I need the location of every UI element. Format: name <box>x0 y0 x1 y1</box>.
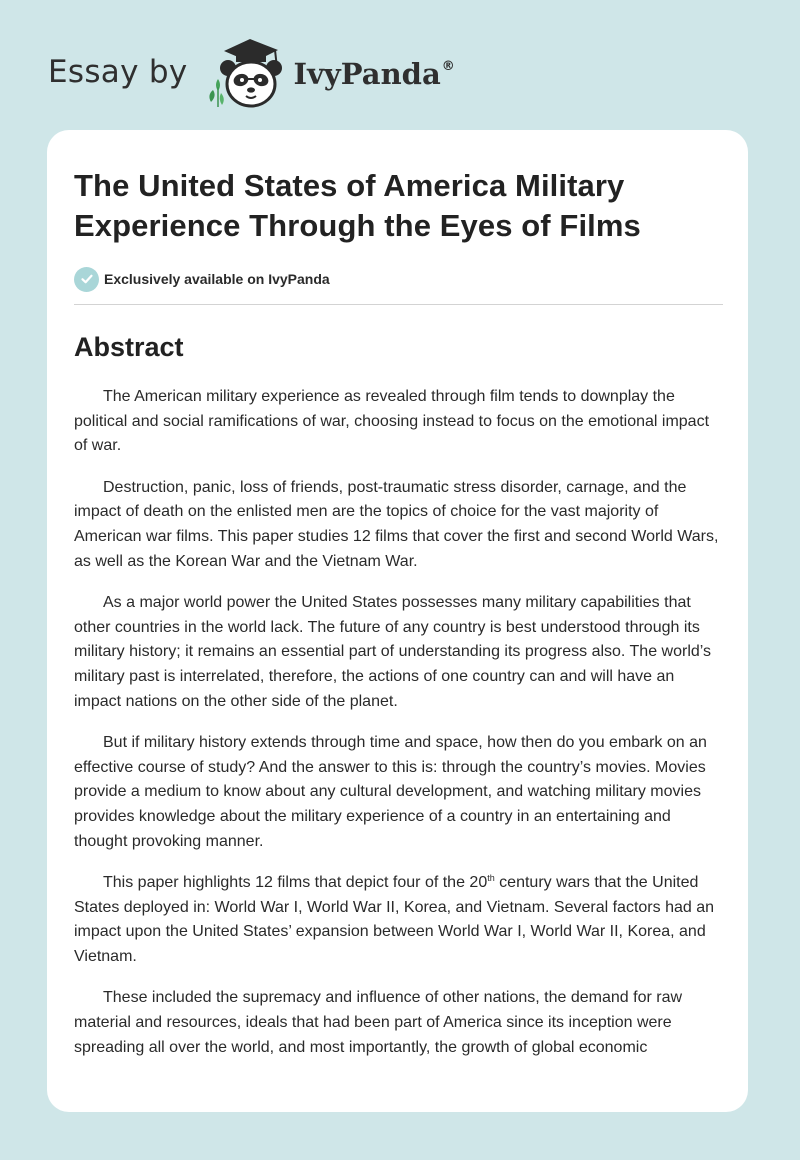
paragraph: Destruction, panic, loss of friends, post-traumatic stress disorder, carnage, and the impact of death on the enlisted men are the topics of choice for the vast majority of American war films. This paper studies 12 films that cover the first and second World Wars, as well as the Korean War and the Vietnam War. <box>74 478 719 570</box>
checkmark-icon <box>74 267 99 292</box>
paragraph: But if military history extends through time and space, how then do you embark on an effective course of study? And the answer to this is: through the country’s movies. Movies provide a medium to know about any cultural development, and watching military movies provides knowledge about the military experience of a country in an entertaining and thought provoking manner. <box>74 734 707 850</box>
registered-mark: ® <box>441 59 455 74</box>
paragraph: These included the supremacy and influence of other nations, the demand for raw material and resources, ideals that had been part of America since its inception were spreading all over the world, and most importantly, the growth of global economic <box>74 989 683 1056</box>
essay-title <box>74 166 721 246</box>
essay-card <box>47 130 748 1112</box>
title-divider <box>74 304 723 305</box>
paragraph: As a major world power the United States possesses many military capabilities that other countries in the world lack. The future of any country is best understood through its military history; it remains an essential part of understanding its progress also. The world’s military past is interrelated, therefore, the actions of one country can and will have an impact nations on the other side of the planet. <box>74 594 712 710</box>
essay-title-line-1: The United States of America Military <box>74 168 625 203</box>
exclusive-badge-label: Exclusively available on IvyPanda <box>104 271 330 287</box>
essay-body <box>74 385 721 1060</box>
essay-title-line-2: Experience Through the Eyes of Films <box>74 208 641 243</box>
paragraph: This paper highlights 12 films that depict four of the 20th century wars that the United States deployed in: World War I, World War II, Korea, and Vietnam. Several factors had an impact upon the United States’ expansion between World War I, World War II, Korea, and Vietnam. <box>74 873 715 965</box>
exclusive-badge <box>74 266 721 292</box>
site-header <box>48 35 455 110</box>
panda-graduate-icon <box>202 35 290 110</box>
essay-by-label: Essay by <box>48 54 188 90</box>
brand-name[interactable]: IvyPanda® <box>293 57 455 91</box>
paragraph: The American military experience as revealed through film tends to downplay the political and social ramifications of war, choosing instead to focus on the emotional impact of war. <box>74 388 710 455</box>
section-heading-abstract: Abstract <box>74 332 184 362</box>
